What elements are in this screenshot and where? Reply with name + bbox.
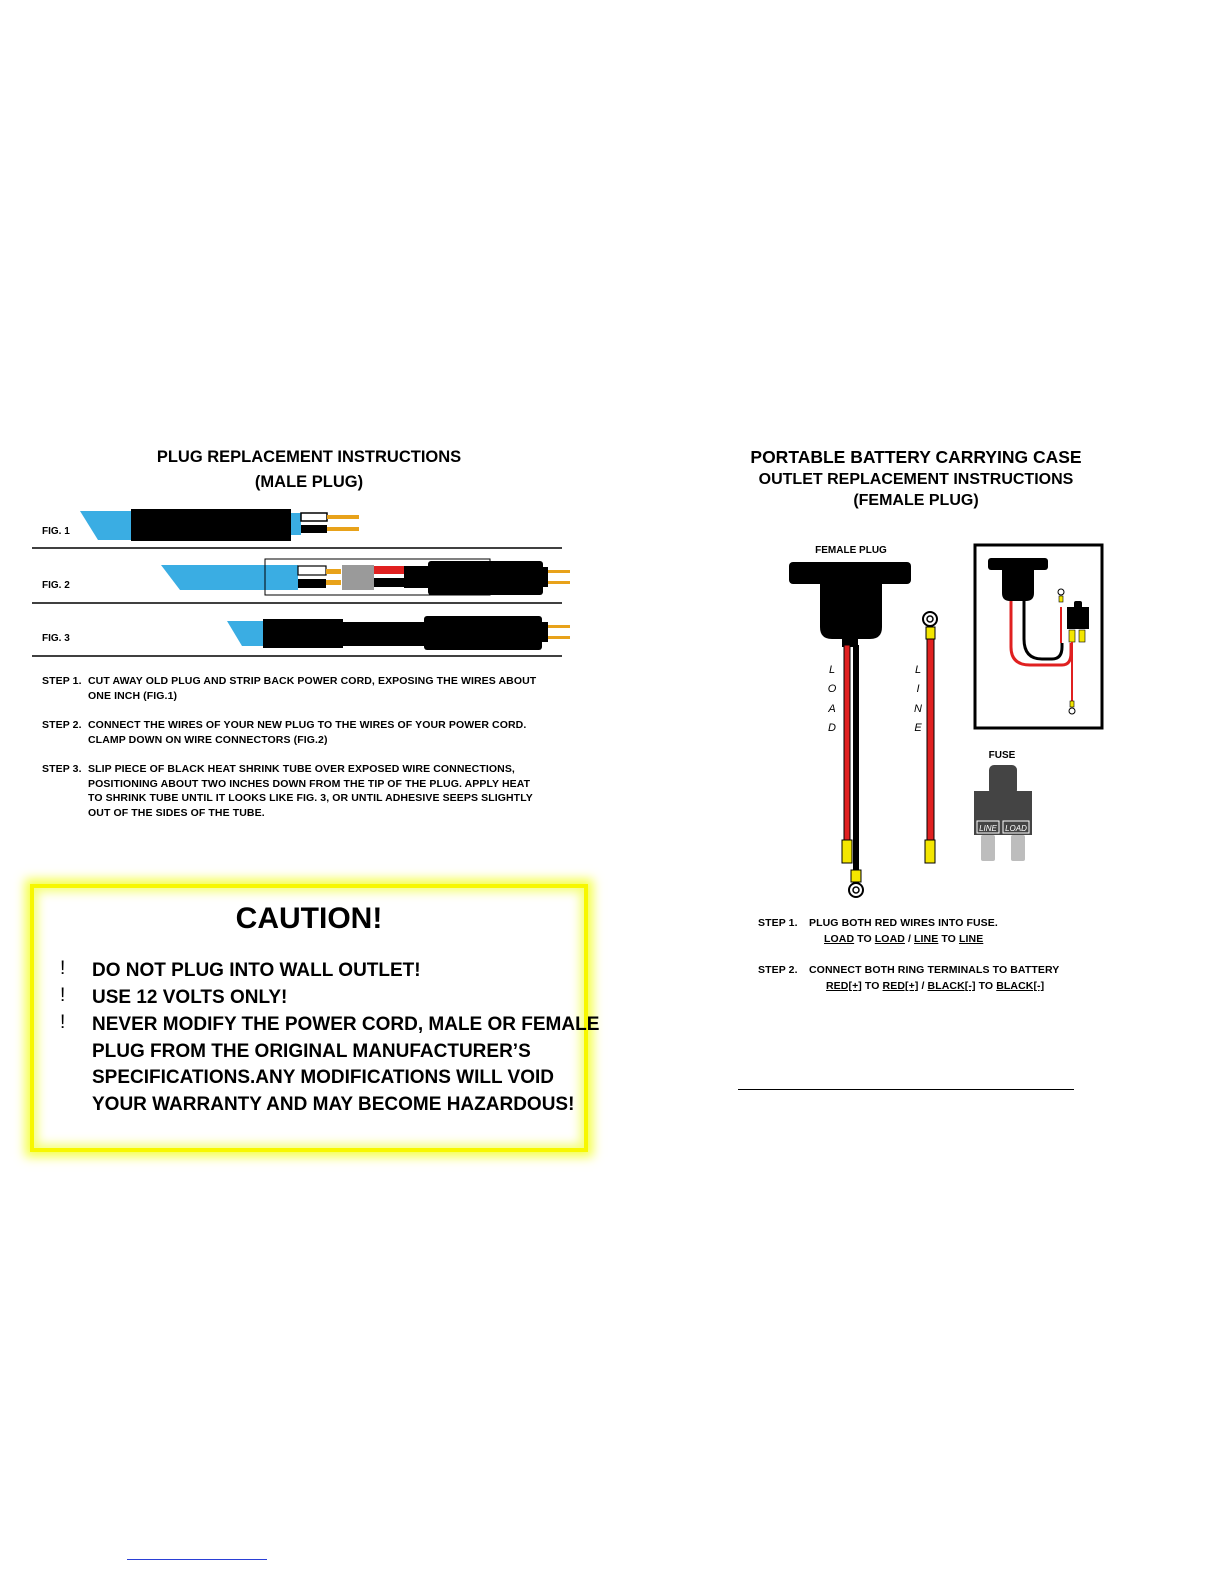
line-letter-n: N [914,703,922,715]
caution-bullet-icon: ! [60,1012,66,1033]
fuse-load-label: LOAD [1005,824,1027,833]
caution-bullet-icon: ! [60,958,66,979]
fuse-label: FUSE [988,750,1016,761]
fig2-label: FIG. 2 [42,580,70,591]
load-letter-a: A [828,703,836,715]
footer-link-rule [127,1559,267,1560]
left-step-3 [42,762,582,822]
right-step-1 [758,916,1138,948]
caution-item-3-line-1: NEVER MODIFY THE POWER CORD, MALE OR FEMALE [92,1014,600,1035]
step2-separator: / [918,980,928,992]
fig2-connection [161,559,570,595]
left-step-1 [42,674,582,704]
step1-load-a: LOAD [824,933,855,945]
left-step-3-number: STEP 3. [42,763,82,775]
assembled-inset [975,545,1102,728]
step1-line-a: LINE [914,933,939,945]
male-plug-figures-diagram [30,500,590,665]
line-red-wire [927,639,934,847]
caution-item-2-text: USE 12 VOLTS ONLY! [92,987,288,1008]
load-black-crimp [851,870,861,882]
caution-title: CAUTION! [235,902,383,935]
step2-red-a: RED[+] [826,980,862,992]
left-step-1-line-2: ONE INCH (FIG.1) [88,689,178,702]
right-title-line2: OUTLET REPLACEMENT INSTRUCTIONS [758,471,1074,488]
female-plug-body [789,562,911,647]
right-step-1-number: STEP 1. [758,917,798,929]
right-step-2-number: STEP 2. [758,964,798,976]
step2-black-a: BLACK[-] [927,980,976,992]
left-step-1-line-1: CUT AWAY OLD PLUG AND STRIP BACK POWER CORD, EXPOSING THE WIRES ABOUT [88,675,537,687]
left-step-3-line-1: SLIP PIECE OF BLACK HEAT SHRINK TUBE OVER EXPOSED WIRE CONNECTIONS, [88,763,515,775]
load-red-wire [844,645,850,845]
line-red-terminal [925,840,935,863]
load-black-wire [853,645,859,877]
load-red-terminal [842,840,852,863]
left-step-3-line-4: OUT OF THE SIDES OF THE TUBE. [88,806,265,819]
right-divider-rule [738,1089,1074,1090]
left-step-3-line-2: POSITIONING ABOUT TWO INCHES DOWN FROM THE TIP OF THE PLUG. APPLY HEAT [88,777,531,790]
fig1-cord [80,509,359,541]
left-title [100,448,518,492]
left-step-2 [42,718,582,748]
step1-to-b: TO [938,933,959,945]
left-step-2-number: STEP 2. [42,719,82,731]
right-title-line1: PORTABLE BATTERY CARRYING CASE [750,447,1082,467]
caution-bullet-icon: ! [60,985,66,1006]
left-title-line1: PLUG REPLACEMENT INSTRUCTIONS [156,448,462,466]
step1-load-b: LOAD [874,933,905,945]
right-step-2-detail [826,979,1044,994]
fig1-label: FIG. 1 [42,526,70,537]
load-letter-l: L [828,664,836,676]
step2-red-b: RED[+] [882,980,919,992]
step2-black-b: BLACK[-] [996,980,1045,992]
caution-item-1-text: DO NOT PLUG INTO WALL OUTLET! [92,960,421,981]
load-letter-d: D [828,722,836,734]
left-title-line2: (MALE PLUG) [254,473,364,491]
right-title [700,447,1132,510]
female-plug-diagram [780,535,1110,905]
right-title-line3: (FEMALE PLUG) [853,492,979,509]
load-letter-o: O [827,683,837,695]
step1-separator: / [904,933,915,945]
fuse-line-label: LINE [979,824,997,833]
right-step-2 [758,963,1138,995]
line-letter-l: L [914,664,922,676]
right-step-1-text: PLUG BOTH RED WIRES INTO FUSE. [809,917,998,929]
caution-item-3-line-4: YOUR WARRANTY AND MAY BECOME HAZARDOUS! [92,1093,575,1115]
left-step-1-number: STEP 1. [42,675,82,687]
female-plug-label: FEMALE PLUG [815,545,887,556]
caution-box [30,884,600,1152]
step1-line-b: LINE [958,933,984,945]
right-step-2-text: CONNECT BOTH RING TERMINALS TO BATTERY [809,964,1060,976]
caution-item-3-line-2: PLUG FROM THE ORIGINAL MANUFACTURER’S [92,1040,531,1062]
step1-to-a: TO [854,933,875,945]
left-step-3-line-3: TO SHRINK TUBE UNTIL IT LOOKS LIKE FIG. 3, OR UNTIL ADHESIVE SEEPS SLIGHTLY [88,792,533,804]
caution-item-3-line-3: SPECIFICATIONS.ANY MODIFICATIONS WILL VOID [92,1067,554,1088]
fuse-icon [974,765,1032,861]
fig3-label: FIG. 3 [42,633,70,644]
right-step-1-detail [824,932,983,947]
step2-to-b: TO [975,980,997,992]
fig3-shrink-tube [227,616,570,650]
step2-to-a: TO [861,980,883,992]
line-letter-i: I [916,683,920,695]
line-letter-e: E [914,722,922,734]
left-step-2-line-2: CLAMP DOWN ON WIRE CONNECTORS (FIG.2) [88,733,328,746]
left-step-2-line-1: CONNECT THE WIRES OF YOUR NEW PLUG TO THE WIRES OF YOUR POWER CORD. [88,719,527,731]
